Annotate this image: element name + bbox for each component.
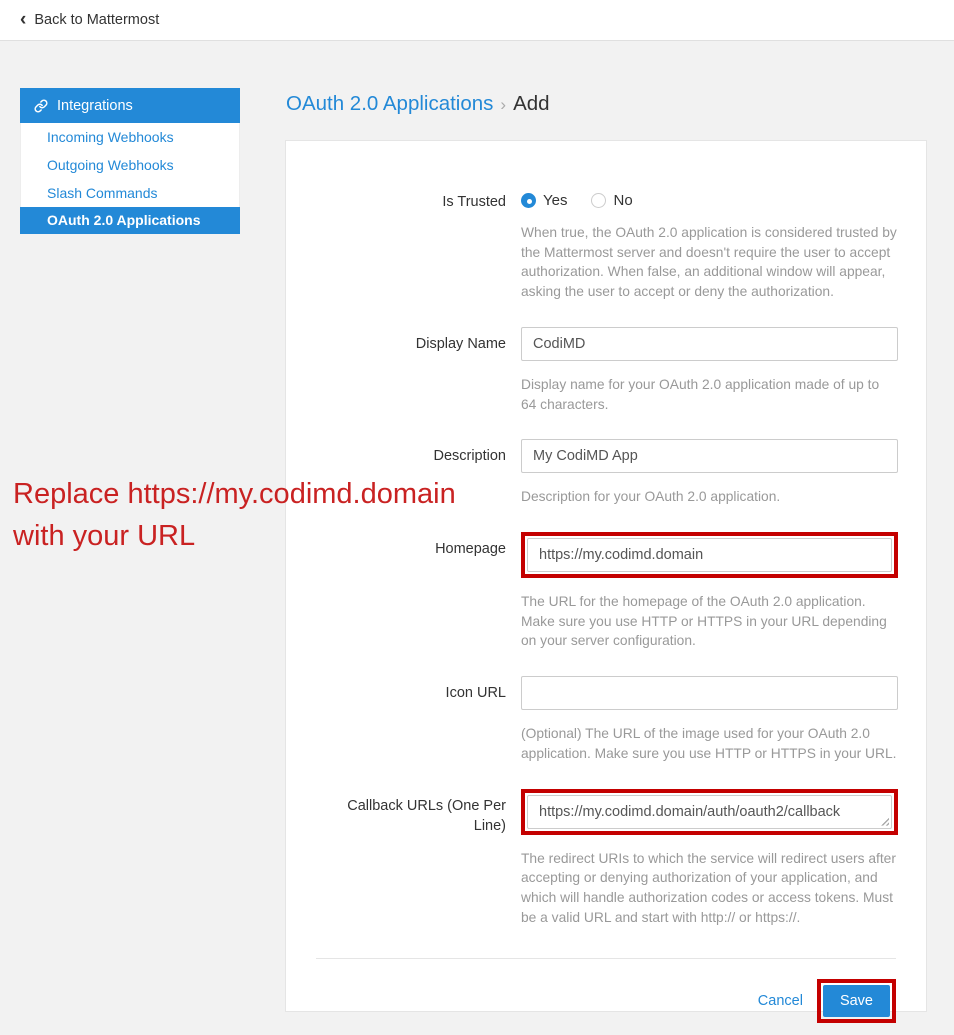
back-label: Back to Mattermost: [34, 12, 160, 28]
is-trusted-row: [316, 185, 896, 302]
description-input[interactable]: [521, 439, 898, 473]
footer-divider: [316, 958, 896, 959]
display-name-input[interactable]: [521, 327, 898, 361]
integrations-sidebar: [20, 88, 240, 234]
sidebar-item-slash-commands[interactable]: Slash Commands: [47, 185, 158, 201]
sidebar-item-oauth-applications[interactable]: OAuth 2.0 Applications: [20, 207, 240, 234]
display-name-help: Display name for your OAuth 2.0 application made of up to 64 characters.: [521, 376, 880, 412]
cancel-button[interactable]: Cancel: [757, 992, 803, 1009]
form-footer: [316, 979, 896, 1023]
is-trusted-label: Is Trusted: [442, 194, 506, 210]
save-highlight-box: [817, 979, 896, 1023]
sidebar-item-incoming-webhooks[interactable]: Incoming Webhooks: [47, 129, 174, 145]
icon-url-help: (Optional) The URL of the image used for your OAuth 2.0 application. Make sure you use HTTP or HTTPS in your URL.: [521, 726, 897, 761]
is-trusted-radio-yes[interactable]: Yes: [521, 192, 567, 209]
icon-url-input[interactable]: [521, 676, 898, 710]
homepage-highlight-box: [521, 532, 898, 578]
breadcrumb-separator-icon: ›: [500, 95, 507, 114]
top-bar: [0, 0, 954, 41]
sidebar-header-integrations[interactable]: [20, 88, 240, 123]
save-button[interactable]: Save: [823, 985, 890, 1017]
radio-selected-icon: [521, 193, 536, 208]
display-name-label: Display Name: [415, 335, 506, 352]
callback-urls-highlight-box: [521, 789, 898, 835]
oauth-add-form-panel: [285, 140, 927, 1012]
homepage-label: Homepage: [435, 541, 506, 558]
description-help: Description for your OAuth 2.0 application.: [521, 489, 781, 505]
callback-urls-label: Callback URLs (One Per Line): [347, 797, 506, 834]
annotation-replace-url: Replace https://my.codimd.domain with your URL: [13, 478, 456, 553]
breadcrumb-parent-link[interactable]: OAuth 2.0 Applications: [286, 92, 494, 115]
display-name-row: [316, 327, 896, 414]
radio-unselected-icon: [591, 193, 606, 208]
chevron-left-icon: ‹: [20, 8, 27, 30]
link-icon: [34, 99, 48, 113]
callback-urls-row: [316, 789, 896, 928]
homepage-help: The URL for the homepage of the OAuth 2.0 application. Make sure you use HTTP or HTTPS in your URL depending on your server configuration.: [521, 594, 887, 649]
homepage-input[interactable]: [527, 538, 892, 572]
callback-urls-help: The redirect URIs to which the service will redirect users after accepting or denying authorization of your application, and which will handle authorization codes or access tokens. Must be a valid URL and start with http:// or https://.: [521, 850, 896, 925]
sidebar-header-label: Integrations: [57, 97, 133, 114]
breadcrumb-current: Add: [513, 92, 550, 115]
sidebar-items: [20, 123, 240, 234]
is-trusted-radio-group: [521, 185, 898, 209]
icon-url-label: Icon URL: [445, 685, 506, 702]
callback-urls-textarea[interactable]: [527, 795, 892, 829]
icon-url-row: [316, 676, 896, 763]
is-trusted-radio-no[interactable]: No: [591, 192, 632, 209]
is-trusted-help: When true, the OAuth 2.0 application is considered trusted by the Mattermost server and doesn't require the user to accept authorization. When false, an additional window will appear, asking the user to accept or deny the authorization.: [521, 225, 897, 300]
description-label: Description: [433, 448, 506, 465]
back-to-mattermost-link[interactable]: [20, 8, 160, 30]
sidebar-item-outgoing-webhooks[interactable]: Outgoing Webhooks: [47, 157, 174, 173]
breadcrumb: [286, 92, 550, 116]
